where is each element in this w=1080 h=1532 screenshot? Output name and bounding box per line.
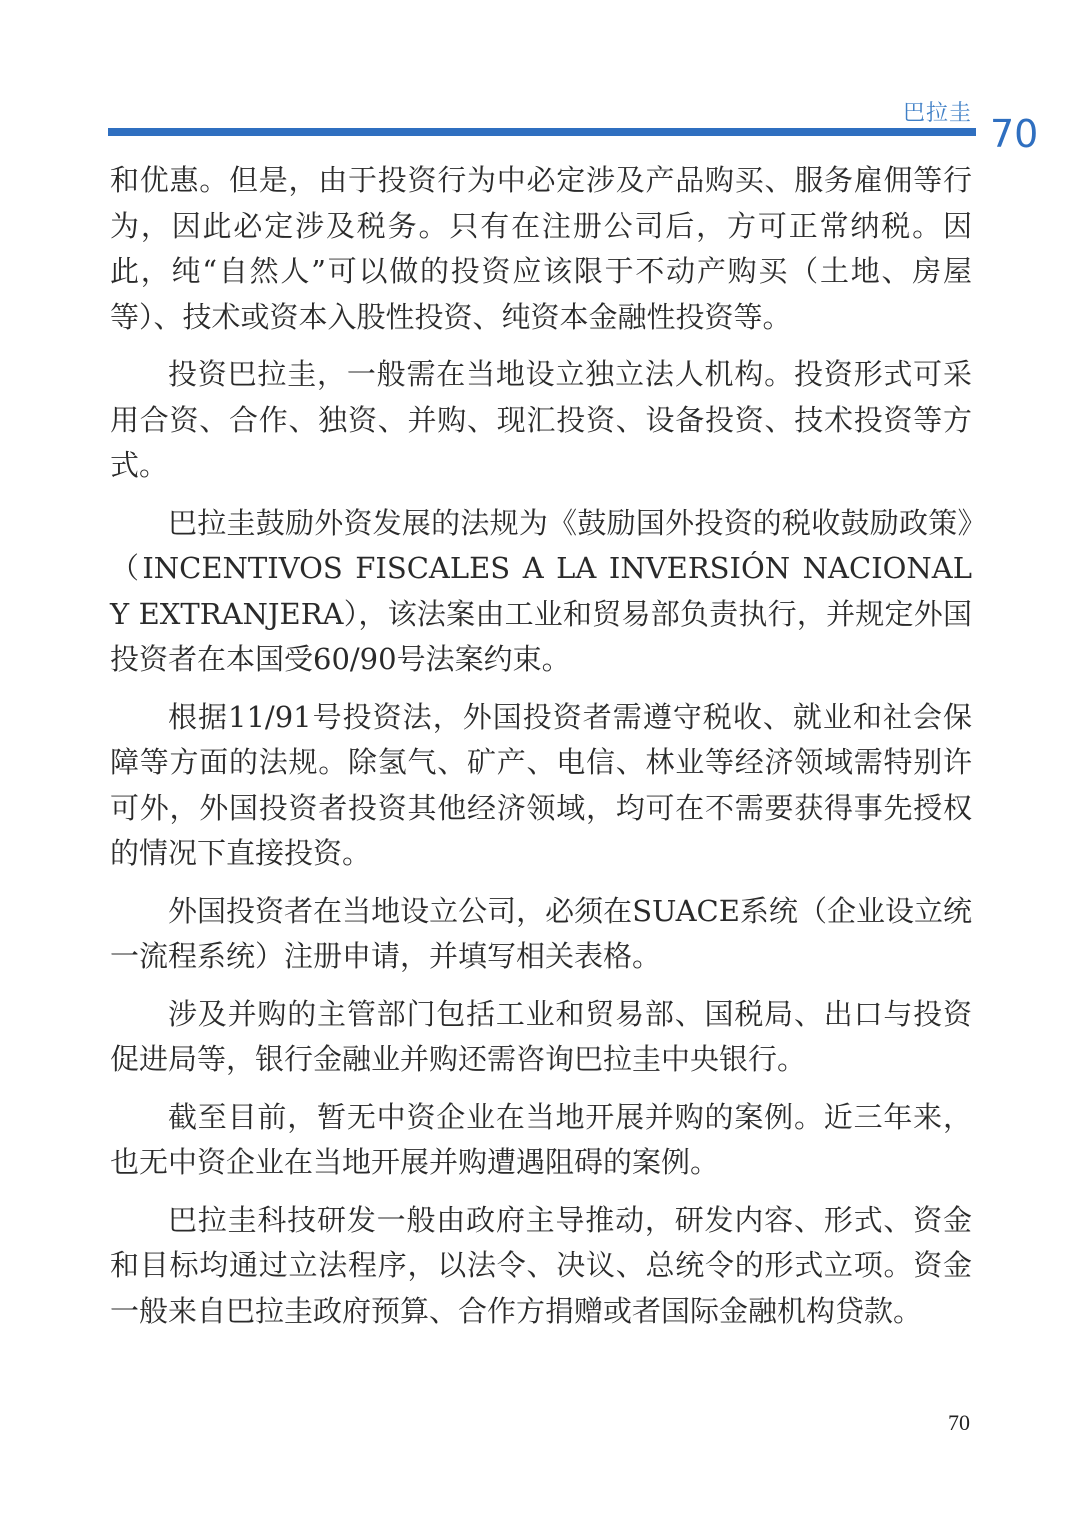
paragraph-1: 和优惠。但是，由于投资行为中必定涉及产品购买、服务雇佣等行为，因此必定涉及税务。只有在注册公司后，方可正常纳税。因此，纯“自然人”可以做的投资应该限于不动产购买（土地、房屋等）、技术或资本入股性投资、纯资本金融性投资等。: [110, 163, 972, 334]
header-page-number: 70: [990, 112, 1039, 156]
header-rule: [108, 128, 976, 136]
paragraph-2: 投资巴拉圭，一般需在当地设立独立法人机构。投资形式可采用合资、合作、独资、并购、现汇投资、设备投资、技术投资等方式。: [110, 357, 972, 482]
paragraph-4: 根据11/91号投资法，外国投资者需遵守税收、就业和社会保障等方面的法规。除氢气、矿产、电信、林业等经济领域需特别许可外，外国投资者投资其他经济领域，均可在不需要获得事先授权的情况下直接投资。: [110, 699, 972, 870]
running-header-title: 巴拉圭: [902, 101, 972, 126]
footer-page-number: 70: [948, 1410, 970, 1435]
paragraph-3: 巴拉圭鼓励外资发展的法规为《鼓励国外投资的税收鼓励政策》（INCENTIVOS FISCALES A LA INVERSIÓN NACIONAL Y EXTRANJERA），该法案由工业和贸易部负责执行，并规定外国投资者在本国受60/90号法案约束。: [110, 505, 972, 676]
paragraph-5: 外国投资者在当地设立公司，必须在SUACE系统（企业设立统一流程系统）注册申请，并填写相关表格。: [110, 893, 972, 973]
body-text: [110, 158, 972, 1346]
paragraph-7: 截至目前，暂无中资企业在当地开展并购的案例。近三年来，也无中资企业在当地开展并购遭遇阻碍的案例。: [110, 1099, 972, 1179]
paragraph-6: 涉及并购的主管部门包括工业和贸易部、国税局、出口与投资促进局等，银行金融业并购还需咨询巴拉圭中央银行。: [110, 996, 972, 1076]
paragraph-8: 巴拉圭科技研发一般由政府主导推动，研发内容、形式、资金和目标均通过立法程序，以法令、决议、总统令的形式立项。资金一般来自巴拉圭政府预算、合作方捐赠或者国际金融机构贷款。: [110, 1202, 972, 1328]
